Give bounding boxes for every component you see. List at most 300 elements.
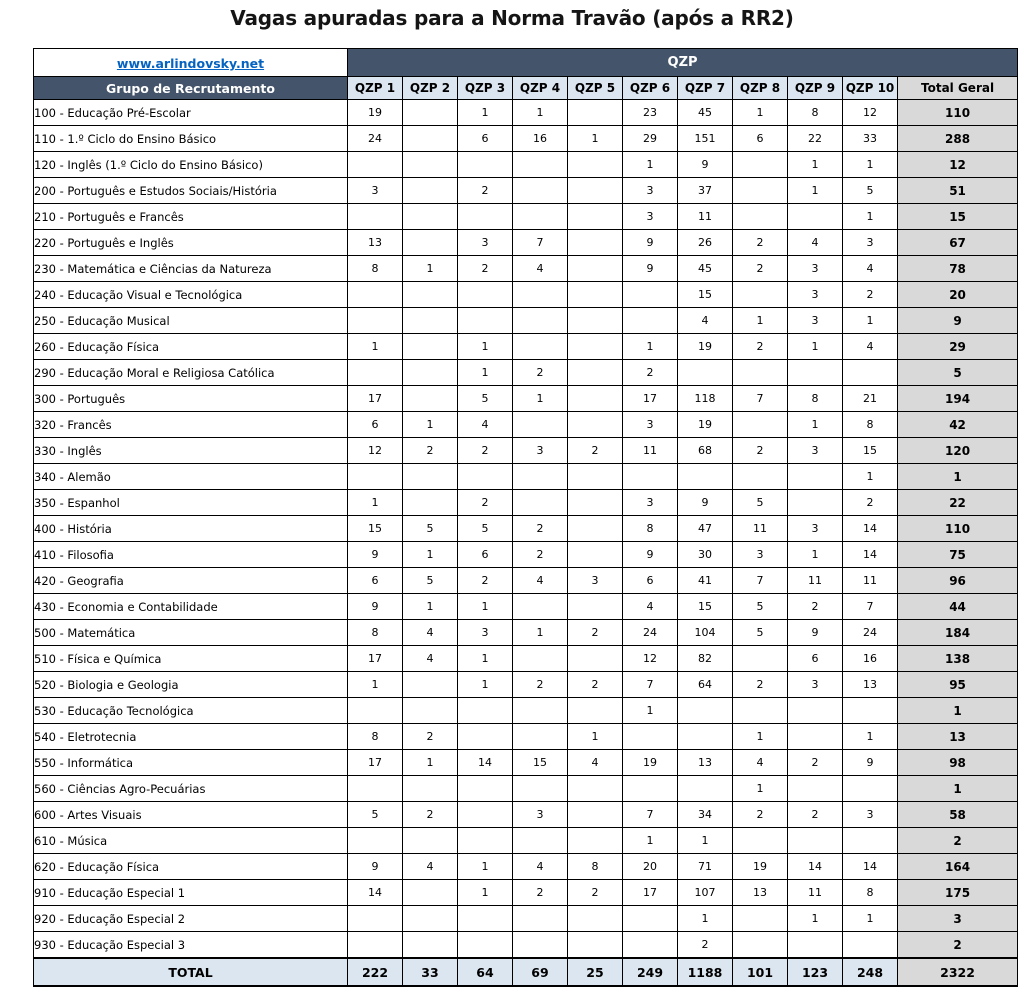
- data-cell: [513, 724, 568, 750]
- data-cell: [568, 932, 623, 959]
- data-cell: [733, 178, 788, 204]
- row-total-cell: 1: [898, 776, 1018, 802]
- data-cell: 24: [623, 620, 678, 646]
- data-cell: 5: [733, 490, 788, 516]
- data-cell: 13: [843, 672, 898, 698]
- row-label: 110 - 1.º Ciclo do Ensino Básico: [34, 126, 348, 152]
- data-cell: 5: [733, 594, 788, 620]
- data-cell: [513, 932, 568, 959]
- data-cell: 7: [513, 230, 568, 256]
- table-row: [34, 828, 1018, 854]
- row-label: 600 - Artes Visuais: [34, 802, 348, 828]
- data-cell: 151: [678, 126, 733, 152]
- data-cell: [678, 360, 733, 386]
- data-cell: 3: [348, 178, 403, 204]
- data-cell: 17: [348, 646, 403, 672]
- data-cell: [678, 698, 733, 724]
- data-cell: 4: [458, 412, 513, 438]
- data-cell: 6: [733, 126, 788, 152]
- data-cell: 222: [348, 958, 403, 986]
- data-cell: 20: [623, 854, 678, 880]
- row-total-cell: 1: [898, 698, 1018, 724]
- data-cell: 1: [513, 620, 568, 646]
- data-cell: 9: [348, 854, 403, 880]
- data-cell: 82: [678, 646, 733, 672]
- data-cell: 5: [403, 516, 458, 542]
- data-cell: 1: [348, 490, 403, 516]
- data-cell: [568, 256, 623, 282]
- data-cell: 23: [623, 100, 678, 126]
- data-cell: 6: [788, 646, 843, 672]
- column-header-qzp-10: QZP 10: [843, 77, 898, 100]
- data-cell: 2: [733, 672, 788, 698]
- data-cell: [403, 360, 458, 386]
- data-cell: 2: [733, 802, 788, 828]
- data-cell: 9: [678, 490, 733, 516]
- data-cell: 69: [513, 958, 568, 986]
- column-header-qzp-5: QZP 5: [568, 77, 623, 100]
- data-cell: [458, 464, 513, 490]
- data-cell: 34: [678, 802, 733, 828]
- data-cell: 3: [623, 204, 678, 230]
- data-cell: [513, 698, 568, 724]
- data-cell: 17: [348, 750, 403, 776]
- table-row: [34, 750, 1018, 776]
- data-cell: 8: [843, 412, 898, 438]
- column-header-qzp-8: QZP 8: [733, 77, 788, 100]
- data-cell: 2: [843, 490, 898, 516]
- data-cell: [568, 178, 623, 204]
- data-cell: [788, 464, 843, 490]
- data-cell: 4: [843, 334, 898, 360]
- table-row: [34, 542, 1018, 568]
- row-label: 610 - Música: [34, 828, 348, 854]
- data-cell: [513, 178, 568, 204]
- data-cell: 2: [568, 672, 623, 698]
- row-total-cell: 120: [898, 438, 1018, 464]
- data-cell: 6: [623, 568, 678, 594]
- data-cell: 4: [403, 620, 458, 646]
- data-cell: [568, 386, 623, 412]
- data-cell: 14: [843, 542, 898, 568]
- data-cell: [348, 828, 403, 854]
- data-cell: 45: [678, 100, 733, 126]
- data-cell: 3: [623, 412, 678, 438]
- data-cell: 1: [348, 334, 403, 360]
- table-row: [34, 282, 1018, 308]
- table-row: [34, 646, 1018, 672]
- data-cell: 2: [403, 802, 458, 828]
- data-cell: 5: [348, 802, 403, 828]
- data-cell: 2: [788, 802, 843, 828]
- table-row: [34, 594, 1018, 620]
- data-cell: 16: [513, 126, 568, 152]
- row-total-cell: 78: [898, 256, 1018, 282]
- data-cell: [733, 906, 788, 932]
- data-cell: [513, 906, 568, 932]
- row-total-cell: 51: [898, 178, 1018, 204]
- data-cell: 1: [513, 386, 568, 412]
- table-row: [34, 100, 1018, 126]
- data-cell: 9: [348, 594, 403, 620]
- data-cell: [403, 152, 458, 178]
- row-total-cell: 9: [898, 308, 1018, 334]
- data-cell: 3: [513, 438, 568, 464]
- table-row: [34, 932, 1018, 959]
- data-cell: 3: [623, 490, 678, 516]
- data-cell: 2: [568, 438, 623, 464]
- data-cell: 2: [458, 178, 513, 204]
- row-total-cell: 58: [898, 802, 1018, 828]
- data-cell: 12: [623, 646, 678, 672]
- row-label: 300 - Português: [34, 386, 348, 412]
- data-cell: 1: [843, 204, 898, 230]
- row-label: 350 - Espanhol: [34, 490, 348, 516]
- row-total-cell: 184: [898, 620, 1018, 646]
- data-cell: 3: [458, 230, 513, 256]
- data-cell: 24: [348, 126, 403, 152]
- data-cell: 2: [568, 880, 623, 906]
- data-cell: 1: [403, 256, 458, 282]
- data-cell: [568, 308, 623, 334]
- data-cell: 5: [843, 178, 898, 204]
- row-label: 230 - Matemática e Ciências da Natureza: [34, 256, 348, 282]
- data-cell: 1: [678, 828, 733, 854]
- row-label: 260 - Educação Física: [34, 334, 348, 360]
- table-row: [34, 490, 1018, 516]
- data-cell: 14: [843, 516, 898, 542]
- row-label: 400 - História: [34, 516, 348, 542]
- data-cell: 1: [843, 308, 898, 334]
- data-cell: 4: [513, 256, 568, 282]
- data-cell: 3: [788, 516, 843, 542]
- data-cell: [568, 152, 623, 178]
- data-cell: 15: [843, 438, 898, 464]
- data-cell: [348, 308, 403, 334]
- row-label: 500 - Matemática: [34, 620, 348, 646]
- data-cell: 1: [623, 828, 678, 854]
- data-cell: [733, 282, 788, 308]
- data-cell: 3: [788, 438, 843, 464]
- data-cell: 26: [678, 230, 733, 256]
- table-row: [34, 906, 1018, 932]
- data-cell: [458, 204, 513, 230]
- data-cell: [568, 360, 623, 386]
- data-cell: 3: [623, 178, 678, 204]
- data-cell: [403, 906, 458, 932]
- data-cell: 1: [843, 152, 898, 178]
- data-cell: [513, 204, 568, 230]
- data-cell: [843, 698, 898, 724]
- data-cell: [788, 828, 843, 854]
- data-cell: [623, 932, 678, 959]
- row-label: 100 - Educação Pré-Escolar: [34, 100, 348, 126]
- data-cell: [623, 464, 678, 490]
- row-label: 530 - Educação Tecnológica: [34, 698, 348, 724]
- data-cell: 2: [733, 230, 788, 256]
- data-cell: 1: [623, 152, 678, 178]
- data-cell: [403, 464, 458, 490]
- data-cell: [623, 776, 678, 802]
- data-cell: 3: [733, 542, 788, 568]
- data-cell: 2: [788, 594, 843, 620]
- link-cell: [34, 49, 348, 77]
- data-cell: [403, 932, 458, 959]
- data-cell: 4: [513, 568, 568, 594]
- row-total-cell: 164: [898, 854, 1018, 880]
- total-row: [34, 958, 1018, 986]
- website-link[interactable]: www.arlindovsky.net: [116, 56, 265, 71]
- data-cell: [568, 100, 623, 126]
- data-cell: [568, 698, 623, 724]
- table-row: [34, 256, 1018, 282]
- data-cell: [513, 594, 568, 620]
- data-cell: 47: [678, 516, 733, 542]
- data-cell: 4: [403, 854, 458, 880]
- data-cell: 16: [843, 646, 898, 672]
- data-cell: 9: [623, 256, 678, 282]
- data-cell: 4: [678, 308, 733, 334]
- column-header-qzp-6: QZP 6: [623, 77, 678, 100]
- row-label: 410 - Filosofia: [34, 542, 348, 568]
- data-cell: 17: [348, 386, 403, 412]
- data-cell: 2: [458, 490, 513, 516]
- data-cell: [403, 828, 458, 854]
- data-cell: [458, 932, 513, 959]
- row-label: 210 - Português e Francês: [34, 204, 348, 230]
- data-cell: [348, 932, 403, 959]
- data-cell: [788, 360, 843, 386]
- data-cell: 15: [678, 282, 733, 308]
- data-cell: 29: [623, 126, 678, 152]
- data-cell: 8: [788, 386, 843, 412]
- data-cell: 19: [733, 854, 788, 880]
- row-total-cell: 194: [898, 386, 1018, 412]
- row-label: 930 - Educação Especial 3: [34, 932, 348, 959]
- data-cell: [733, 932, 788, 959]
- data-cell: 2: [733, 256, 788, 282]
- data-cell: [568, 230, 623, 256]
- data-cell: 2: [843, 282, 898, 308]
- data-cell: 11: [788, 880, 843, 906]
- row-total-cell: 288: [898, 126, 1018, 152]
- row-total-cell: 138: [898, 646, 1018, 672]
- data-cell: [458, 828, 513, 854]
- row-label: 120 - Inglês (1.º Ciclo do Ensino Básico): [34, 152, 348, 178]
- data-cell: 17: [623, 880, 678, 906]
- data-cell: [348, 906, 403, 932]
- data-cell: 4: [788, 230, 843, 256]
- data-cell: [403, 230, 458, 256]
- data-cell: 1: [733, 724, 788, 750]
- data-cell: [733, 152, 788, 178]
- row-total-cell: 96: [898, 568, 1018, 594]
- data-cell: 11: [843, 568, 898, 594]
- data-cell: [513, 152, 568, 178]
- data-cell: 5: [458, 386, 513, 412]
- data-cell: 17: [623, 386, 678, 412]
- table-row: [34, 334, 1018, 360]
- column-header-qzp-2: QZP 2: [403, 77, 458, 100]
- table-row: [34, 230, 1018, 256]
- data-cell: 2: [403, 438, 458, 464]
- data-cell: 11: [788, 568, 843, 594]
- column-header-qzp-7: QZP 7: [678, 77, 733, 100]
- data-cell: 1: [403, 750, 458, 776]
- data-cell: 101: [733, 958, 788, 986]
- data-cell: 41: [678, 568, 733, 594]
- data-cell: 9: [348, 542, 403, 568]
- data-cell: [568, 828, 623, 854]
- row-header: Grupo de Recrutamento: [34, 77, 348, 100]
- table-row: [34, 204, 1018, 230]
- vacancies-table: [33, 48, 1018, 987]
- data-cell: 9: [788, 620, 843, 646]
- data-cell: 1: [788, 152, 843, 178]
- data-cell: [348, 282, 403, 308]
- data-cell: [403, 204, 458, 230]
- data-cell: [788, 490, 843, 516]
- data-cell: 104: [678, 620, 733, 646]
- data-cell: [733, 646, 788, 672]
- data-cell: 1: [458, 880, 513, 906]
- data-cell: [843, 776, 898, 802]
- data-cell: [513, 308, 568, 334]
- data-cell: 2: [733, 438, 788, 464]
- data-cell: 14: [348, 880, 403, 906]
- data-cell: 2: [403, 724, 458, 750]
- data-cell: 13: [733, 880, 788, 906]
- table-row: [34, 386, 1018, 412]
- data-cell: 6: [458, 126, 513, 152]
- data-cell: [458, 906, 513, 932]
- data-cell: [623, 282, 678, 308]
- data-cell: [403, 178, 458, 204]
- data-cell: 3: [458, 620, 513, 646]
- data-cell: [458, 698, 513, 724]
- data-cell: 9: [623, 230, 678, 256]
- data-cell: 123: [788, 958, 843, 986]
- data-cell: [348, 776, 403, 802]
- data-cell: 19: [348, 100, 403, 126]
- data-cell: [458, 282, 513, 308]
- row-total-cell: 1: [898, 464, 1018, 490]
- data-cell: [403, 334, 458, 360]
- data-cell: 9: [843, 750, 898, 776]
- data-cell: [568, 776, 623, 802]
- data-cell: 4: [623, 594, 678, 620]
- data-cell: [403, 490, 458, 516]
- data-cell: [733, 204, 788, 230]
- data-cell: [568, 646, 623, 672]
- row-total-cell: 75: [898, 542, 1018, 568]
- data-cell: [348, 360, 403, 386]
- data-cell: [568, 542, 623, 568]
- data-cell: 71: [678, 854, 733, 880]
- data-cell: [403, 776, 458, 802]
- data-cell: 7: [733, 568, 788, 594]
- data-cell: 1: [458, 672, 513, 698]
- data-cell: 12: [843, 100, 898, 126]
- data-cell: 21: [843, 386, 898, 412]
- data-cell: 8: [843, 880, 898, 906]
- table-row: [34, 126, 1018, 152]
- data-cell: [458, 724, 513, 750]
- data-cell: 1: [568, 724, 623, 750]
- data-cell: 15: [513, 750, 568, 776]
- data-cell: 37: [678, 178, 733, 204]
- data-cell: 22: [788, 126, 843, 152]
- row-label: 540 - Eletrotecnia: [34, 724, 348, 750]
- data-cell: 15: [348, 516, 403, 542]
- table-row: [34, 412, 1018, 438]
- data-cell: [623, 724, 678, 750]
- data-cell: 45: [678, 256, 733, 282]
- column-header-qzp-9: QZP 9: [788, 77, 843, 100]
- data-cell: 7: [623, 672, 678, 698]
- data-cell: [403, 880, 458, 906]
- column-header-qzp-4: QZP 4: [513, 77, 568, 100]
- data-cell: 14: [458, 750, 513, 776]
- row-label: 550 - Informática: [34, 750, 348, 776]
- data-cell: 1: [788, 542, 843, 568]
- data-cell: [348, 204, 403, 230]
- data-cell: 11: [733, 516, 788, 542]
- data-cell: 64: [458, 958, 513, 986]
- data-cell: [568, 412, 623, 438]
- data-cell: [513, 646, 568, 672]
- data-cell: 1188: [678, 958, 733, 986]
- data-cell: [403, 698, 458, 724]
- row-total-cell: 20: [898, 282, 1018, 308]
- data-cell: [623, 308, 678, 334]
- row-label: 430 - Economia e Contabilidade: [34, 594, 348, 620]
- data-cell: [513, 282, 568, 308]
- data-cell: 2: [458, 568, 513, 594]
- table-row: [34, 776, 1018, 802]
- table-row: [34, 308, 1018, 334]
- row-total-cell: 5: [898, 360, 1018, 386]
- data-cell: 3: [788, 672, 843, 698]
- data-cell: 7: [623, 802, 678, 828]
- data-cell: 24: [843, 620, 898, 646]
- column-header-row: [34, 77, 1018, 100]
- data-cell: [568, 334, 623, 360]
- data-cell: [843, 360, 898, 386]
- data-cell: 3: [788, 282, 843, 308]
- data-cell: [458, 802, 513, 828]
- data-cell: 1: [458, 334, 513, 360]
- data-cell: 11: [623, 438, 678, 464]
- data-cell: [568, 464, 623, 490]
- row-label: 320 - Francês: [34, 412, 348, 438]
- data-cell: [733, 360, 788, 386]
- data-cell: 30: [678, 542, 733, 568]
- data-cell: [568, 490, 623, 516]
- data-cell: 5: [403, 568, 458, 594]
- data-cell: 1: [843, 464, 898, 490]
- data-cell: [513, 828, 568, 854]
- data-cell: 8: [348, 256, 403, 282]
- row-total-cell: 110: [898, 516, 1018, 542]
- data-cell: 6: [348, 568, 403, 594]
- data-cell: 3: [568, 568, 623, 594]
- data-cell: 2: [458, 256, 513, 282]
- row-label: 910 - Educação Especial 1: [34, 880, 348, 906]
- group-header-row: [34, 49, 1018, 77]
- data-cell: 15: [678, 594, 733, 620]
- data-cell: [843, 932, 898, 959]
